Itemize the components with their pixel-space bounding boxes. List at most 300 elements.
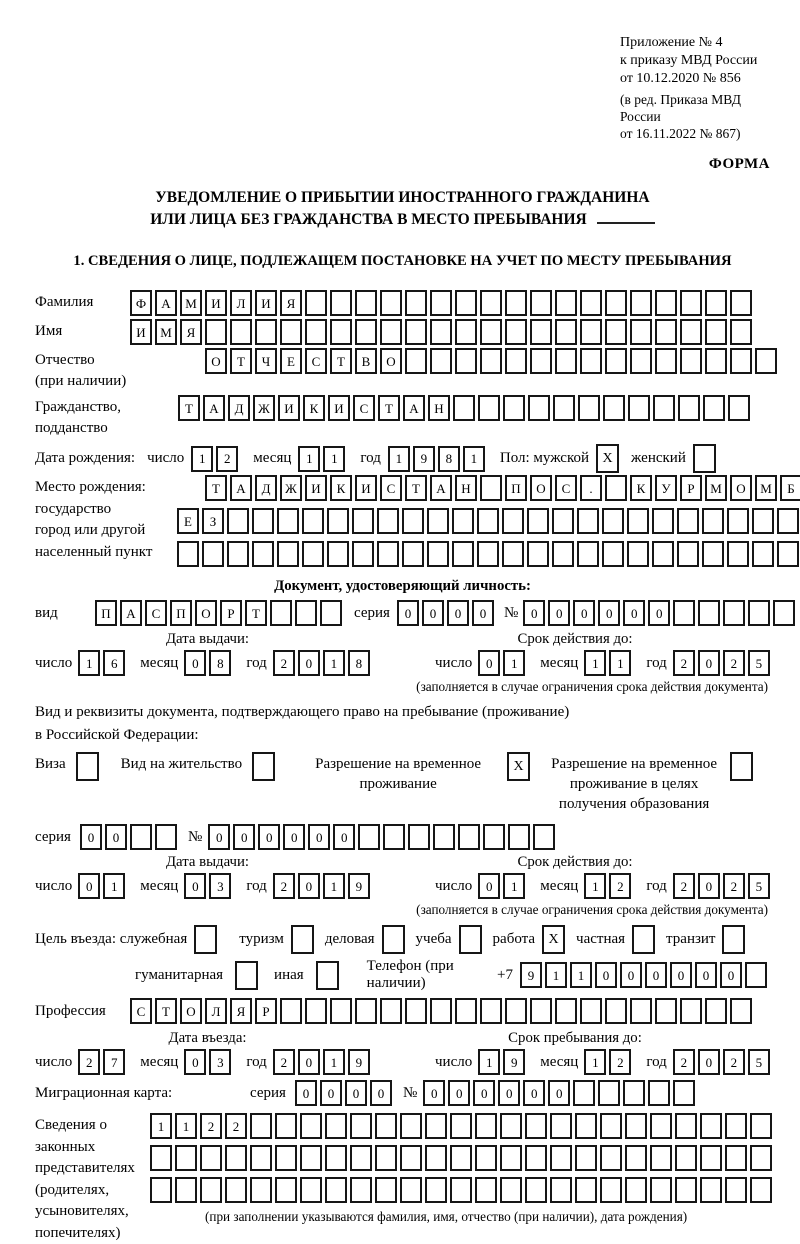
char-cell[interactable] <box>380 998 402 1024</box>
char-cell[interactable] <box>555 348 577 374</box>
char-cell[interactable]: 9 <box>413 446 435 472</box>
char-cell[interactable]: К <box>330 475 352 501</box>
char-cell[interactable] <box>480 319 502 345</box>
char-cell[interactable] <box>528 395 550 421</box>
char-cell[interactable]: Ч <box>255 348 277 374</box>
char-cell[interactable] <box>255 319 277 345</box>
char-cell[interactable] <box>730 348 752 374</box>
char-cell[interactable] <box>530 319 552 345</box>
char-cell[interactable]: О <box>380 348 402 374</box>
char-cell[interactable] <box>773 600 795 626</box>
char-cell[interactable] <box>500 1177 522 1203</box>
char-cell[interactable] <box>650 1177 672 1203</box>
char-cell[interactable]: Я <box>180 319 202 345</box>
char-cell[interactable]: Ф <box>130 290 152 316</box>
char-cell[interactable] <box>430 319 452 345</box>
char-cell[interactable] <box>302 508 324 534</box>
char-cell[interactable]: О <box>180 998 202 1024</box>
char-cell[interactable] <box>750 1113 772 1139</box>
char-cell[interactable]: Т <box>205 475 227 501</box>
char-cell[interactable]: 0 <box>648 600 670 626</box>
char-cell[interactable]: 1 <box>323 873 345 899</box>
char-cell[interactable] <box>327 508 349 534</box>
char-cell[interactable] <box>355 290 377 316</box>
char-cell[interactable]: 2 <box>216 446 238 472</box>
char-cell[interactable]: 0 <box>448 1080 470 1106</box>
char-cell[interactable]: 8 <box>438 446 460 472</box>
char-cell[interactable]: . <box>580 475 602 501</box>
char-cell[interactable] <box>358 824 380 850</box>
temp-residence-education-checkbox[interactable] <box>730 752 753 781</box>
char-cell[interactable]: Т <box>178 395 200 421</box>
char-cell[interactable] <box>405 998 427 1024</box>
char-cell[interactable]: Я <box>280 290 302 316</box>
char-cell[interactable] <box>450 1145 472 1171</box>
char-cell[interactable]: 1 <box>584 650 606 676</box>
char-cell[interactable]: Т <box>230 348 252 374</box>
char-cell[interactable] <box>700 1177 722 1203</box>
char-cell[interactable] <box>277 541 299 567</box>
char-cell[interactable]: 0 <box>573 600 595 626</box>
char-cell[interactable]: 0 <box>698 1049 720 1075</box>
char-cell[interactable] <box>330 998 352 1024</box>
char-cell[interactable] <box>675 1177 697 1203</box>
char-cell[interactable] <box>630 998 652 1024</box>
char-cell[interactable]: Т <box>405 475 427 501</box>
char-cell[interactable] <box>653 395 675 421</box>
char-cell[interactable]: И <box>255 290 277 316</box>
char-cell[interactable]: 0 <box>423 1080 445 1106</box>
char-cell[interactable] <box>455 998 477 1024</box>
char-cell[interactable] <box>480 475 502 501</box>
char-cell[interactable] <box>400 1113 422 1139</box>
char-cell[interactable] <box>655 319 677 345</box>
char-cell[interactable]: Б <box>780 475 800 501</box>
char-cell[interactable]: 0 <box>320 1080 342 1106</box>
char-cell[interactable]: С <box>130 998 152 1024</box>
char-cell[interactable] <box>380 290 402 316</box>
char-cell[interactable]: 1 <box>463 446 485 472</box>
char-cell[interactable] <box>483 824 505 850</box>
char-cell[interactable]: Л <box>230 290 252 316</box>
char-cell[interactable]: О <box>195 600 217 626</box>
char-cell[interactable]: 1 <box>503 873 525 899</box>
char-cell[interactable] <box>320 600 342 626</box>
char-cell[interactable] <box>553 395 575 421</box>
char-cell[interactable] <box>680 319 702 345</box>
char-cell[interactable]: С <box>305 348 327 374</box>
char-cell[interactable] <box>555 290 577 316</box>
char-cell[interactable]: 0 <box>620 962 642 988</box>
char-cell[interactable]: Т <box>155 998 177 1024</box>
char-cell[interactable]: 0 <box>473 1080 495 1106</box>
char-cell[interactable] <box>533 824 555 850</box>
char-cell[interactable] <box>625 1145 647 1171</box>
char-cell[interactable] <box>552 508 574 534</box>
char-cell[interactable]: 2 <box>609 873 631 899</box>
char-cell[interactable] <box>678 395 700 421</box>
char-cell[interactable]: З <box>202 508 224 534</box>
char-cell[interactable] <box>680 348 702 374</box>
char-cell[interactable]: М <box>705 475 727 501</box>
char-cell[interactable] <box>605 319 627 345</box>
purpose-study-checkbox[interactable] <box>459 925 482 954</box>
char-cell[interactable]: 0 <box>78 873 100 899</box>
char-cell[interactable]: 1 <box>478 1049 500 1075</box>
char-cell[interactable] <box>702 508 724 534</box>
char-cell[interactable]: 1 <box>175 1113 197 1139</box>
char-cell[interactable]: С <box>380 475 402 501</box>
char-cell[interactable] <box>728 395 750 421</box>
char-cell[interactable] <box>730 319 752 345</box>
char-cell[interactable]: 8 <box>348 650 370 676</box>
char-cell[interactable] <box>530 348 552 374</box>
char-cell[interactable] <box>580 290 602 316</box>
char-cell[interactable] <box>605 290 627 316</box>
char-cell[interactable] <box>425 1113 447 1139</box>
char-cell[interactable] <box>377 508 399 534</box>
char-cell[interactable] <box>400 1145 422 1171</box>
char-cell[interactable] <box>575 1145 597 1171</box>
char-cell[interactable]: 2 <box>225 1113 247 1139</box>
char-cell[interactable]: 2 <box>673 873 695 899</box>
char-cell[interactable] <box>627 541 649 567</box>
char-cell[interactable] <box>455 319 477 345</box>
char-cell[interactable] <box>552 541 574 567</box>
char-cell[interactable] <box>580 319 602 345</box>
char-cell[interactable] <box>175 1145 197 1171</box>
char-cell[interactable] <box>525 1177 547 1203</box>
char-cell[interactable] <box>627 508 649 534</box>
char-cell[interactable] <box>455 348 477 374</box>
char-cell[interactable] <box>603 395 625 421</box>
char-cell[interactable]: 0 <box>447 600 469 626</box>
char-cell[interactable]: 1 <box>570 962 592 988</box>
char-cell[interactable] <box>777 508 799 534</box>
char-cell[interactable]: 1 <box>150 1113 172 1139</box>
char-cell[interactable] <box>605 475 627 501</box>
char-cell[interactable] <box>277 508 299 534</box>
char-cell[interactable] <box>727 508 749 534</box>
char-cell[interactable] <box>300 1145 322 1171</box>
char-cell[interactable]: 0 <box>233 824 255 850</box>
char-cell[interactable]: 9 <box>503 1049 525 1075</box>
char-cell[interactable] <box>578 395 600 421</box>
char-cell[interactable] <box>527 541 549 567</box>
char-cell[interactable]: Т <box>378 395 400 421</box>
char-cell[interactable] <box>350 1177 372 1203</box>
char-cell[interactable] <box>677 508 699 534</box>
char-cell[interactable] <box>500 1145 522 1171</box>
char-cell[interactable] <box>550 1145 572 1171</box>
char-cell[interactable] <box>527 508 549 534</box>
char-cell[interactable]: 1 <box>78 650 100 676</box>
purpose-transit-checkbox[interactable] <box>722 925 745 954</box>
char-cell[interactable]: 2 <box>273 650 295 676</box>
char-cell[interactable]: 2 <box>673 1049 695 1075</box>
char-cell[interactable] <box>725 1177 747 1203</box>
char-cell[interactable] <box>580 998 602 1024</box>
char-cell[interactable]: 0 <box>548 1080 570 1106</box>
char-cell[interactable]: Ж <box>253 395 275 421</box>
char-cell[interactable] <box>598 1080 620 1106</box>
char-cell[interactable] <box>530 998 552 1024</box>
char-cell[interactable]: В <box>355 348 377 374</box>
char-cell[interactable] <box>577 508 599 534</box>
char-cell[interactable]: 5 <box>748 650 770 676</box>
char-cell[interactable]: А <box>403 395 425 421</box>
char-cell[interactable]: И <box>205 290 227 316</box>
char-cell[interactable] <box>630 319 652 345</box>
char-cell[interactable] <box>383 824 405 850</box>
char-cell[interactable] <box>602 541 624 567</box>
char-cell[interactable] <box>575 1177 597 1203</box>
char-cell[interactable]: У <box>655 475 677 501</box>
char-cell[interactable] <box>700 1113 722 1139</box>
char-cell[interactable] <box>477 541 499 567</box>
char-cell[interactable] <box>745 962 767 988</box>
char-cell[interactable]: 2 <box>273 873 295 899</box>
char-cell[interactable]: 1 <box>545 962 567 988</box>
char-cell[interactable] <box>480 348 502 374</box>
char-cell[interactable] <box>250 1145 272 1171</box>
char-cell[interactable]: Р <box>680 475 702 501</box>
char-cell[interactable] <box>250 1113 272 1139</box>
char-cell[interactable]: О <box>205 348 227 374</box>
purpose-work-checkbox[interactable]: X <box>542 925 565 954</box>
char-cell[interactable]: 0 <box>720 962 742 988</box>
char-cell[interactable] <box>675 1145 697 1171</box>
char-cell[interactable] <box>752 541 774 567</box>
char-cell[interactable] <box>325 1145 347 1171</box>
char-cell[interactable] <box>502 541 524 567</box>
char-cell[interactable] <box>402 508 424 534</box>
char-cell[interactable]: А <box>120 600 142 626</box>
char-cell[interactable] <box>705 290 727 316</box>
char-cell[interactable]: 0 <box>478 650 500 676</box>
char-cell[interactable]: 0 <box>698 650 720 676</box>
purpose-business-checkbox[interactable] <box>382 925 405 954</box>
char-cell[interactable]: 5 <box>748 1049 770 1075</box>
char-cell[interactable] <box>295 600 317 626</box>
char-cell[interactable]: 0 <box>548 600 570 626</box>
char-cell[interactable] <box>427 508 449 534</box>
char-cell[interactable]: 1 <box>103 873 125 899</box>
char-cell[interactable] <box>330 290 352 316</box>
purpose-private-checkbox[interactable] <box>632 925 655 954</box>
char-cell[interactable] <box>605 998 627 1024</box>
char-cell[interactable]: 0 <box>184 650 206 676</box>
char-cell[interactable]: 0 <box>598 600 620 626</box>
gender-female-checkbox[interactable] <box>693 444 716 473</box>
char-cell[interactable] <box>252 508 274 534</box>
char-cell[interactable] <box>750 1177 772 1203</box>
char-cell[interactable] <box>300 1177 322 1203</box>
char-cell[interactable]: Н <box>455 475 477 501</box>
char-cell[interactable]: 2 <box>723 1049 745 1075</box>
char-cell[interactable] <box>755 348 777 374</box>
char-cell[interactable] <box>508 824 530 850</box>
char-cell[interactable] <box>325 1177 347 1203</box>
char-cell[interactable] <box>748 600 770 626</box>
char-cell[interactable]: А <box>155 290 177 316</box>
char-cell[interactable] <box>350 1145 372 1171</box>
char-cell[interactable] <box>377 541 399 567</box>
char-cell[interactable] <box>600 1145 622 1171</box>
char-cell[interactable]: Е <box>280 348 302 374</box>
char-cell[interactable]: П <box>170 600 192 626</box>
char-cell[interactable] <box>305 998 327 1024</box>
char-cell[interactable] <box>730 998 752 1024</box>
char-cell[interactable]: 1 <box>298 446 320 472</box>
char-cell[interactable] <box>405 319 427 345</box>
char-cell[interactable] <box>425 1145 447 1171</box>
char-cell[interactable]: П <box>95 600 117 626</box>
purpose-official-checkbox[interactable] <box>194 925 217 954</box>
char-cell[interactable] <box>750 1145 772 1171</box>
char-cell[interactable]: Д <box>228 395 250 421</box>
char-cell[interactable] <box>605 348 627 374</box>
char-cell[interactable]: 0 <box>258 824 280 850</box>
char-cell[interactable] <box>450 1113 472 1139</box>
char-cell[interactable] <box>405 348 427 374</box>
char-cell[interactable]: 0 <box>298 873 320 899</box>
char-cell[interactable]: 9 <box>520 962 542 988</box>
char-cell[interactable] <box>155 824 177 850</box>
char-cell[interactable] <box>577 541 599 567</box>
char-cell[interactable]: 0 <box>422 600 444 626</box>
char-cell[interactable] <box>673 1080 695 1106</box>
char-cell[interactable]: 0 <box>298 1049 320 1075</box>
char-cell[interactable] <box>625 1113 647 1139</box>
char-cell[interactable] <box>628 395 650 421</box>
char-cell[interactable]: И <box>130 319 152 345</box>
purpose-humanitarian-checkbox[interactable] <box>235 961 258 990</box>
char-cell[interactable]: Р <box>220 600 242 626</box>
char-cell[interactable]: 9 <box>348 873 370 899</box>
char-cell[interactable] <box>502 508 524 534</box>
char-cell[interactable] <box>325 1113 347 1139</box>
char-cell[interactable] <box>225 1145 247 1171</box>
char-cell[interactable] <box>525 1145 547 1171</box>
char-cell[interactable]: 0 <box>184 1049 206 1075</box>
char-cell[interactable] <box>630 348 652 374</box>
char-cell[interactable] <box>433 824 455 850</box>
char-cell[interactable]: И <box>355 475 377 501</box>
char-cell[interactable] <box>302 541 324 567</box>
char-cell[interactable] <box>327 541 349 567</box>
char-cell[interactable]: 2 <box>723 873 745 899</box>
char-cell[interactable] <box>475 1177 497 1203</box>
char-cell[interactable]: Н <box>428 395 450 421</box>
char-cell[interactable]: 5 <box>748 873 770 899</box>
char-cell[interactable] <box>500 1113 522 1139</box>
char-cell[interactable] <box>430 998 452 1024</box>
char-cell[interactable]: 1 <box>191 446 213 472</box>
char-cell[interactable] <box>630 290 652 316</box>
char-cell[interactable]: И <box>278 395 300 421</box>
char-cell[interactable] <box>777 541 799 567</box>
char-cell[interactable] <box>452 508 474 534</box>
char-cell[interactable]: Е <box>177 508 199 534</box>
char-cell[interactable] <box>477 508 499 534</box>
char-cell[interactable]: 0 <box>333 824 355 850</box>
char-cell[interactable] <box>375 1145 397 1171</box>
char-cell[interactable]: 1 <box>323 446 345 472</box>
char-cell[interactable] <box>375 1113 397 1139</box>
char-cell[interactable]: 0 <box>498 1080 520 1106</box>
char-cell[interactable] <box>427 541 449 567</box>
gender-male-checkbox[interactable]: X <box>596 444 619 473</box>
char-cell[interactable]: П <box>505 475 527 501</box>
char-cell[interactable]: О <box>530 475 552 501</box>
char-cell[interactable] <box>452 541 474 567</box>
char-cell[interactable] <box>480 290 502 316</box>
char-cell[interactable]: С <box>353 395 375 421</box>
char-cell[interactable] <box>227 541 249 567</box>
char-cell[interactable] <box>250 1177 272 1203</box>
char-cell[interactable] <box>505 319 527 345</box>
char-cell[interactable] <box>555 998 577 1024</box>
char-cell[interactable]: И <box>328 395 350 421</box>
char-cell[interactable] <box>275 1113 297 1139</box>
char-cell[interactable]: К <box>630 475 652 501</box>
char-cell[interactable] <box>305 319 327 345</box>
char-cell[interactable] <box>430 348 452 374</box>
char-cell[interactable] <box>648 1080 670 1106</box>
char-cell[interactable] <box>455 290 477 316</box>
char-cell[interactable] <box>725 1145 747 1171</box>
char-cell[interactable]: 0 <box>670 962 692 988</box>
char-cell[interactable] <box>680 290 702 316</box>
char-cell[interactable]: 6 <box>103 650 125 676</box>
temp-residence-checkbox[interactable]: X <box>507 752 530 781</box>
char-cell[interactable] <box>505 348 527 374</box>
char-cell[interactable]: С <box>145 600 167 626</box>
char-cell[interactable] <box>280 319 302 345</box>
char-cell[interactable]: 0 <box>370 1080 392 1106</box>
char-cell[interactable] <box>480 998 502 1024</box>
char-cell[interactable] <box>350 1113 372 1139</box>
char-cell[interactable] <box>705 319 727 345</box>
char-cell[interactable] <box>375 1177 397 1203</box>
char-cell[interactable] <box>650 1113 672 1139</box>
char-cell[interactable] <box>550 1177 572 1203</box>
char-cell[interactable] <box>555 319 577 345</box>
char-cell[interactable]: 2 <box>200 1113 222 1139</box>
char-cell[interactable] <box>175 1177 197 1203</box>
char-cell[interactable]: 0 <box>472 600 494 626</box>
char-cell[interactable]: М <box>755 475 777 501</box>
char-cell[interactable]: 3 <box>209 873 231 899</box>
char-cell[interactable] <box>252 541 274 567</box>
char-cell[interactable] <box>150 1145 172 1171</box>
purpose-other-checkbox[interactable] <box>316 961 339 990</box>
char-cell[interactable] <box>702 541 724 567</box>
char-cell[interactable]: Д <box>255 475 277 501</box>
char-cell[interactable]: Т <box>330 348 352 374</box>
char-cell[interactable] <box>752 508 774 534</box>
char-cell[interactable] <box>680 998 702 1024</box>
char-cell[interactable]: 0 <box>184 873 206 899</box>
char-cell[interactable] <box>355 998 377 1024</box>
char-cell[interactable]: 0 <box>295 1080 317 1106</box>
char-cell[interactable]: 1 <box>584 1049 606 1075</box>
char-cell[interactable]: 8 <box>209 650 231 676</box>
char-cell[interactable]: Т <box>245 600 267 626</box>
char-cell[interactable]: 3 <box>209 1049 231 1075</box>
char-cell[interactable] <box>275 1145 297 1171</box>
